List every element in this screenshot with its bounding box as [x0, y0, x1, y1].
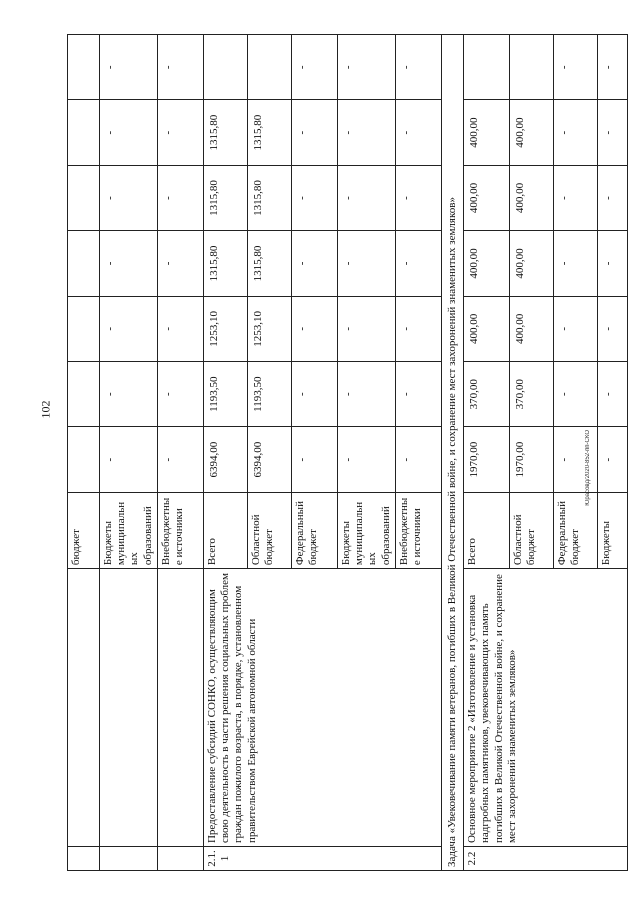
value-cell — [464, 35, 510, 100]
value-cell: 400,00 — [510, 296, 554, 361]
value-cell: 400,00 — [464, 165, 510, 230]
value-cell: - — [396, 362, 442, 427]
funding-source-cell: бюджет — [68, 492, 100, 568]
value-cell: - — [338, 296, 396, 361]
value-cell: - — [100, 362, 158, 427]
event-cell: Основное мероприятие 2 «Изготовление и установка надгробных памятников, увековечивающих память погибших в Великой Отечественной войне, и сохранение мест захоронений знаменитых земляков» — [464, 569, 628, 847]
value-cell: - — [338, 35, 396, 100]
value-cell: - — [292, 296, 338, 361]
value-cell: - — [100, 296, 158, 361]
value-cell: 6394,00 — [248, 427, 292, 492]
funding-source-cell: Внебюджетные источники — [396, 492, 442, 568]
row-number-cell — [68, 847, 100, 871]
value-cell: - — [396, 427, 442, 492]
value-cell — [68, 427, 100, 492]
value-cell: - — [158, 165, 204, 230]
funding-source-cell: Всего — [204, 492, 248, 568]
page-number: 102 — [38, 400, 53, 419]
value-cell: 400,00 — [464, 231, 510, 296]
value-cell: 1315,80 — [248, 231, 292, 296]
value-cell: - — [598, 296, 628, 361]
value-cell: - — [396, 35, 442, 100]
value-cell: 370,00 — [510, 362, 554, 427]
table-row — [464, 35, 510, 871]
value-cell: - — [292, 231, 338, 296]
value-cell: - — [100, 100, 158, 165]
value-cell — [204, 35, 248, 100]
table-body-section-2 — [464, 35, 628, 871]
value-cell: 1970,00 — [510, 427, 554, 492]
table-row — [204, 35, 248, 871]
funding-source-cell: Областной бюджет — [248, 492, 292, 568]
task-title: Задача «Увековечивание памяти ветеранов, погибших в Великой Отечественной войне, и сохранение мест захоронений знаменитых земляков» — [442, 35, 464, 871]
value-cell: 400,00 — [510, 100, 554, 165]
value-cell — [68, 296, 100, 361]
row-number-cell — [100, 847, 158, 871]
value-cell: 1193,50 — [204, 362, 248, 427]
value-cell: 1315,80 — [204, 100, 248, 165]
value-cell: 1315,80 — [248, 165, 292, 230]
value-cell: - — [158, 362, 204, 427]
value-cell: - — [158, 35, 204, 100]
value-cell: - — [338, 427, 396, 492]
value-cell: - — [598, 427, 628, 492]
funding-source-cell: Внебюджетные источники — [158, 492, 204, 568]
value-cell: - — [396, 296, 442, 361]
value-cell: - — [100, 231, 158, 296]
value-cell: - — [598, 100, 628, 165]
value-cell: - — [554, 100, 598, 165]
value-cell: 1315,80 — [204, 165, 248, 230]
table-row — [100, 35, 158, 871]
funding-source-cell: Бюджеты муниципальных образований — [100, 492, 158, 568]
budget-table — [67, 34, 628, 871]
value-cell: - — [598, 35, 628, 100]
value-cell: - — [554, 165, 598, 230]
value-cell: 370,00 — [464, 362, 510, 427]
value-cell: - — [292, 165, 338, 230]
table-body-section-1 — [68, 35, 442, 871]
value-cell: - — [554, 296, 598, 361]
document-code: Юрасовд/2020-852-пп-СКО — [585, 430, 591, 506]
value-cell: - — [158, 427, 204, 492]
value-cell: - — [158, 231, 204, 296]
event-cell — [100, 569, 158, 847]
value-cell: - — [100, 35, 158, 100]
value-cell: - — [158, 100, 204, 165]
value-cell: - — [292, 100, 338, 165]
value-cell: - — [598, 231, 628, 296]
value-cell — [68, 35, 100, 100]
table-row — [68, 35, 100, 871]
value-cell: 400,00 — [510, 165, 554, 230]
value-cell — [248, 35, 292, 100]
value-cell: 1315,80 — [248, 100, 292, 165]
value-cell: 6394,00 — [204, 427, 248, 492]
value-cell: - — [338, 231, 396, 296]
value-cell: 1253,10 — [204, 296, 248, 361]
value-cell: - — [396, 165, 442, 230]
funding-source-cell: Федеральный бюджет — [292, 492, 338, 568]
value-cell: - — [338, 100, 396, 165]
value-cell: - — [598, 362, 628, 427]
event-cell — [68, 569, 100, 847]
value-cell: - — [100, 427, 158, 492]
value-cell: - — [292, 362, 338, 427]
funding-source-cell: Бюджеты — [598, 492, 628, 568]
event-cell — [158, 569, 204, 847]
event-cell: Предоставление субсидий СОНКО, осуществляющим свою деятельность в части решения социальных проблем граждан пожилого возраста, в порядке, установленном правительством Еврейской автономной области — [204, 569, 442, 847]
value-cell: - — [554, 362, 598, 427]
value-cell: - — [554, 231, 598, 296]
value-cell: - — [554, 35, 598, 100]
value-cell: 400,00 — [464, 100, 510, 165]
value-cell — [68, 100, 100, 165]
funding-source-cell: Областной бюджет — [510, 492, 554, 568]
funding-source-cell: Всего — [464, 492, 510, 568]
value-cell — [68, 362, 100, 427]
value-cell: 1970,00 — [464, 427, 510, 492]
funding-source-cell: Федеральный бюджет — [554, 492, 598, 568]
value-cell: 400,00 — [464, 296, 510, 361]
value-cell — [68, 165, 100, 230]
value-cell: 400,00 — [510, 231, 554, 296]
value-cell — [510, 35, 554, 100]
table-row — [158, 35, 204, 871]
task-section — [442, 35, 464, 871]
value-cell: - — [292, 427, 338, 492]
value-cell: 1253,10 — [248, 296, 292, 361]
value-cell: - — [292, 35, 338, 100]
value-cell: - — [100, 165, 158, 230]
row-number-cell: 2.1.1 — [204, 847, 442, 871]
value-cell — [68, 231, 100, 296]
row-number-cell: 2.2 — [464, 847, 628, 871]
task-row — [442, 35, 464, 871]
value-cell: - — [598, 165, 628, 230]
funding-source-cell: Бюджеты муниципальных образований — [338, 492, 396, 568]
value-cell: - — [396, 100, 442, 165]
value-cell: - — [396, 231, 442, 296]
value-cell: - — [158, 296, 204, 361]
value-cell: - — [338, 165, 396, 230]
value-cell: 1315,80 — [204, 231, 248, 296]
value-cell: - — [554, 427, 598, 492]
row-number-cell — [158, 847, 204, 871]
value-cell: 1193,50 — [248, 362, 292, 427]
value-cell: - — [338, 362, 396, 427]
